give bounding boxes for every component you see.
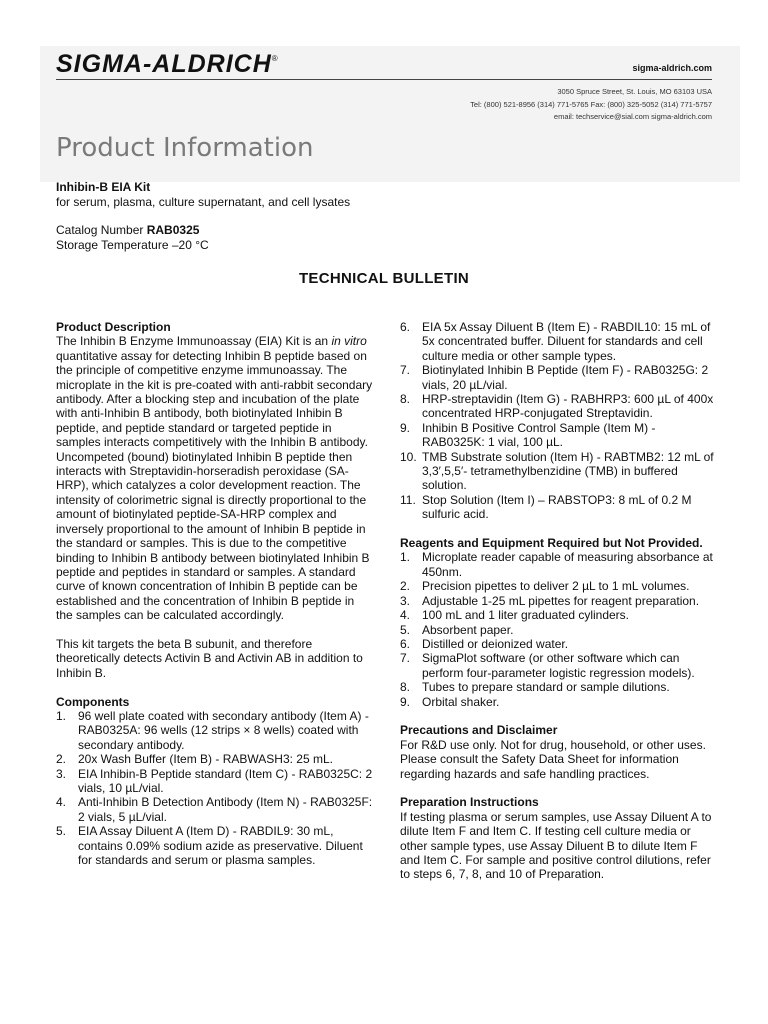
list-item: 11. Stop Solution (Item I) – RABSTOP3: 8 mL of 0.2 M sulfuric acid.: [400, 492, 692, 522]
catalog-number: RAB0325: [146, 223, 200, 237]
reagents-heading: Reagents and Equipment Required but Not Provided.: [400, 536, 703, 551]
target-paragraph: This kit targets the beta B subunit, and therefore theoretically detects Activin B and Activin AB in addition to Inhibin B.: [56, 636, 363, 680]
preparation-text: If testing plasma or serum samples, use Assay Diluent A to dilute Item F and Item C. If testing cell culture media or other sample types, use Assay Diluent B to dilute Item F and Item C. For sample and positive control dilutions, refer to steps 6, 7, 8, and 10 of Preparation.: [400, 809, 712, 882]
left-column: [56, 320, 374, 867]
contact-address: [470, 86, 712, 124]
list-item: 6. Distilled or deionized water.: [400, 636, 569, 651]
list-item: 5. EIA Assay Diluent A (Item D) - RABDIL9: 30 mL, contains 0.09% sodium azide as preservative. Diluent for standards and serum or plasma samples.: [56, 824, 363, 867]
components-list-part2: [400, 320, 718, 522]
reagents-list: [400, 550, 718, 708]
header-divider: [56, 79, 712, 80]
list-item: 5. Absorbent paper.: [400, 622, 514, 637]
catalog-line: [56, 223, 350, 238]
list-item: 4. Anti-Inhibin B Detection Antibody (Item N) - RAB0325F: 2 vials, 5 µL/vial.: [56, 795, 373, 824]
bulletin-title: TECHNICAL BULLETIN: [298, 270, 470, 287]
precautions-text: For R&D use only. Not for drug, household, or other uses. Please consult the Safety Data Sheet for information regarding hazards and safe handling practices.: [400, 737, 706, 781]
brand-logo: [56, 50, 279, 79]
description-heading: Product Description: [56, 320, 171, 334]
list-item: 3. Adjustable 1-25 mL pipettes for reagent preparation.: [400, 593, 700, 608]
list-item: 4. 100 mL and 1 liter graduated cylinders.: [400, 608, 630, 623]
list-item: 6. EIA 5x Assay Diluent B (Item E) - RABDIL10: 15 mL of 5x concentrated buffer. Diluent for standards and cell culture media or other sample types.: [400, 320, 711, 363]
phone-line: Tel: (800) 521-8956 (314) 771-5765 Fax: (800) 325-5052 (314) 771-5757: [470, 99, 712, 109]
list-item: 1. 96 well plate coated with secondary antibody (Item A) - RAB0325A: 96 wells (12 strips × 8 wells) coated with secondary antibody.: [56, 708, 369, 752]
preparation-heading: Preparation Instructions: [400, 795, 539, 810]
site-url[interactable]: sigma-aldrich.com: [632, 63, 712, 73]
product-intro: [56, 180, 350, 252]
brand-name: SIGMA-ALDRICH: [56, 50, 272, 78]
list-item: 2. 20x Wash Buffer (Item B) - RABWASH3: 25 mL.: [56, 752, 333, 767]
list-item: 1. Microplate reader capable of measuring absorbance at 450nm.: [400, 550, 713, 579]
list-item: 9. Orbital shaker.: [400, 694, 500, 709]
precautions-heading: Precautions and Disclaimer: [400, 723, 558, 738]
list-item: 8. Tubes to prepare standard or sample dilutions.: [400, 680, 670, 695]
registered-mark: ®: [271, 54, 279, 63]
address-line: 3050 Spruce Street, St. Louis, MO 63103 USA: [557, 87, 712, 96]
catalog-label: Catalog Number: [56, 223, 147, 237]
components-list-part1: [56, 709, 374, 867]
storage-temperature: Storage Temperature –20 °C: [56, 237, 209, 252]
list-item: 8. HRP-streptavidin (Item G) - RABHRP3: 600 µL of 400x concentrated HRP-conjugated Streptavidin.: [400, 392, 714, 421]
components-heading: Components: [56, 694, 130, 709]
list-item: 7. SigmaPlot software (or other software which can perform four-parameter logistic regression models).: [400, 651, 695, 680]
description-paragraph: The Inhibin B Enzyme Immunoassay (EIA) Kit is an in vitro quantitative assay for detecting Inhibin B peptide based on the principle of competitive enzyme immunoassay. The microplate in the kit is pre-coated with anti-rabbit secondary antibody. After a blocking step and incubation of the plate with anti-Inhibin B antibody, both biotinylated Inhibin B peptide, and peptide standard or targeted peptide in samples interacts competitively with the Inhibin B antibody. Uncompeted (bound) biotinylated Inhibin B peptide then interacts with Streptavidin-horseradish peroxidase (SA-HRP), which catalyzes a color development reaction. The intensity of colorimetric signal is directly proportional to the amount of biotinylated peptide-SA-HRP complex and inversely proportional to the amount of Inhibin B peptide in the standard or samples. This is due to the competitive binding to Inhibin B antibody between biotinylated Inhibin B peptide and peptides in standard or samples. A standard curve of known concentration of Inhibin B peptide can be established and the concentration of Inhibin B peptide in the samples can be calculated accordingly.: [56, 334, 373, 623]
kit-name: Inhibin-B EIA Kit: [56, 180, 151, 194]
page-title: Product Information: [56, 133, 314, 163]
email-line: email: techservice@sial.com sigma-aldrich.com: [553, 112, 712, 121]
list-item: 2. Precision pipettes to deliver 2 µL to 1 mL volumes.: [400, 579, 690, 594]
right-column: [400, 320, 718, 882]
list-item: 3. EIA Inhibin-B Peptide standard (Item C) - RAB0325C: 2 vials, 10 µL/vial.: [56, 766, 373, 795]
kit-subtitle: for serum, plasma, culture supernatant, and cell lysates: [56, 194, 351, 209]
list-item: 9. Inhibin B Positive Control Sample (Item M) - RAB0325K: 1 vial, 100 µL.: [400, 420, 656, 450]
list-item: 10. TMB Substrate solution (Item H) - RABTMB2: 12 mL of 3,3′,5,5′- tetramethylbenzidine (TMB) in buffered solution.: [400, 449, 714, 493]
list-item: 7. Biotinylated Inhibin B Peptide (Item F) - RAB0325G: 2 vials, 20 µL/vial.: [400, 363, 709, 392]
